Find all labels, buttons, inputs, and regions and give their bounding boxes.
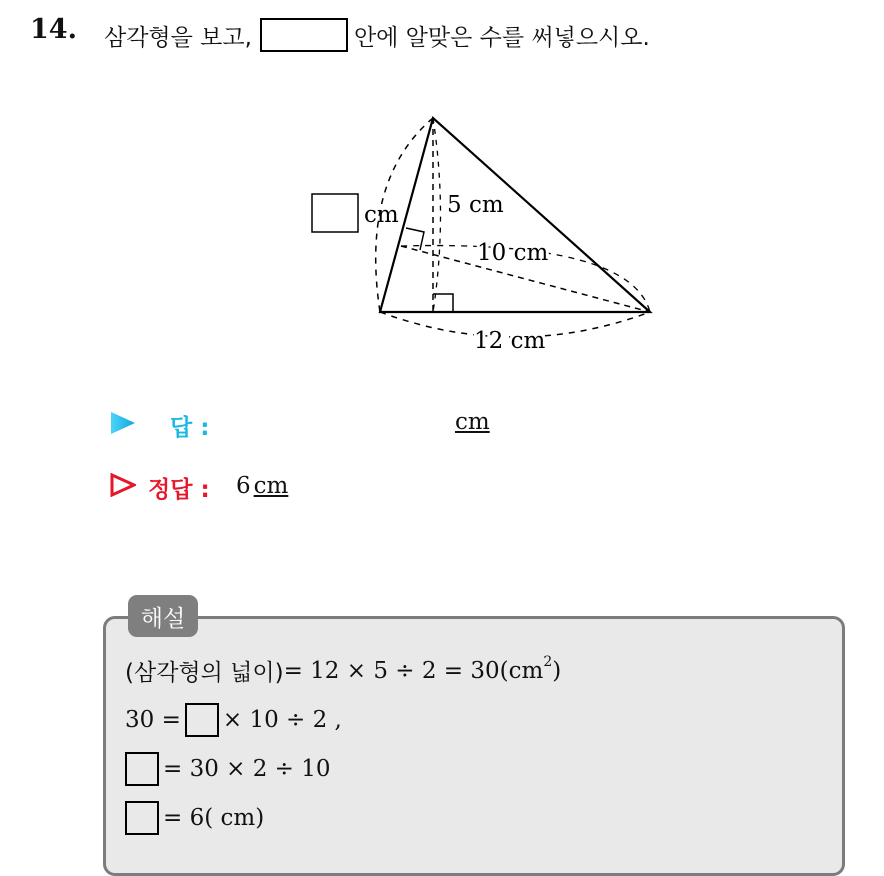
solution-value: 6 bbox=[236, 473, 251, 499]
solution-answer bbox=[236, 473, 288, 499]
answer-label: 답 : bbox=[170, 415, 210, 441]
question-text bbox=[104, 18, 650, 52]
explanation-line-3-right: = 30 × 2 ÷ 10 bbox=[163, 756, 331, 782]
solution-label: 정답 : bbox=[148, 477, 210, 503]
explanation-line-1 bbox=[125, 654, 561, 687]
unknown-box bbox=[312, 194, 358, 232]
explanation-line-3 bbox=[125, 752, 331, 786]
explanation-line-2 bbox=[125, 703, 342, 737]
solution-row bbox=[110, 467, 510, 503]
blank-box bbox=[260, 18, 348, 52]
explanation-line-2-right: × 10 ÷ 2 , bbox=[222, 707, 342, 733]
height-label: 5 cm bbox=[447, 192, 504, 218]
explanation-blank-box bbox=[185, 703, 219, 737]
explanation-line-1-expr: = 12 × 5 ÷ 2 = 30( bbox=[283, 657, 509, 684]
unknown-unit-label: cm bbox=[364, 202, 399, 228]
base-label: 12 cm bbox=[474, 328, 546, 354]
outline-arrow-icon bbox=[110, 473, 136, 497]
explanation-line-1-unit: cm bbox=[508, 657, 544, 684]
explanation-line-1-open: (삼각형의 넓이) bbox=[125, 660, 284, 686]
explanation-tag: 해설 bbox=[128, 595, 198, 637]
answer-row bbox=[110, 405, 510, 441]
explanation-line-2-left: 30 = bbox=[125, 707, 181, 733]
explanation-blank-box bbox=[125, 801, 159, 835]
play-arrow-icon bbox=[110, 411, 136, 435]
answer-unit: cm bbox=[455, 409, 490, 435]
question-number: 14. bbox=[30, 14, 77, 45]
question-text-before: 삼각형을 보고, bbox=[104, 24, 252, 51]
explanation-blank-box bbox=[125, 752, 159, 786]
triangle-diagram bbox=[300, 100, 680, 365]
right-angle-mark-side bbox=[406, 228, 424, 250]
explanation-line-4-right: = 6( cm) bbox=[163, 805, 265, 831]
side-height-label: 10 cm bbox=[477, 240, 549, 266]
right-angle-mark-base bbox=[433, 294, 453, 312]
height-arc bbox=[433, 118, 441, 312]
question-text-after: 안에 알맞은 수를 써넣으시오. bbox=[353, 24, 650, 51]
explanation-line-1-sup: 2 bbox=[543, 653, 553, 670]
triangle bbox=[380, 118, 650, 312]
explanation-line-1-close: ) bbox=[552, 657, 562, 684]
solution-unit: cm bbox=[253, 473, 289, 499]
explanation-line-4 bbox=[125, 801, 264, 835]
